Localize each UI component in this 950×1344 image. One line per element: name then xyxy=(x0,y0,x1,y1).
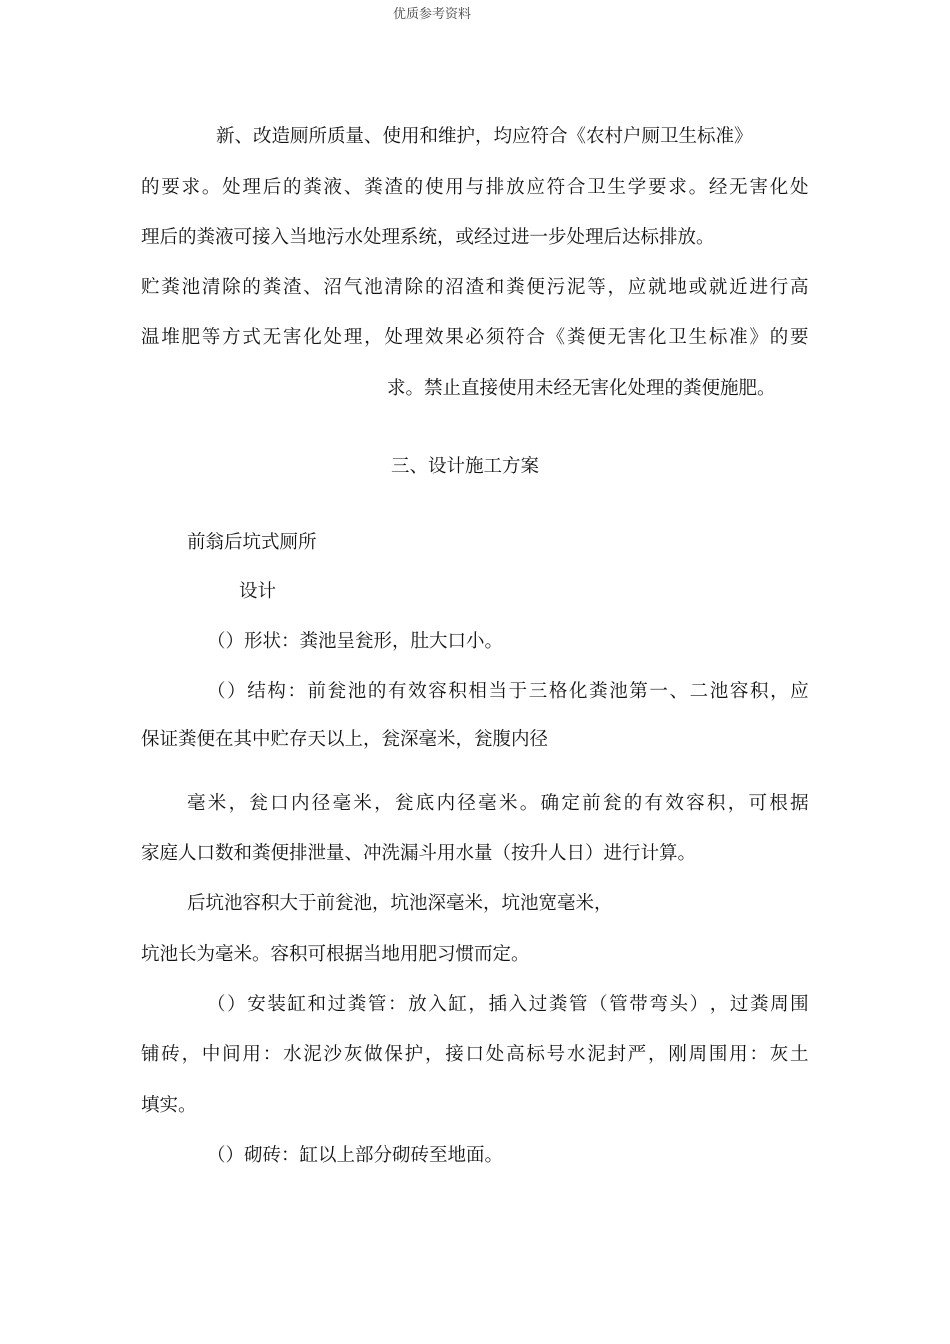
section-heading: 三、设计施工方案 xyxy=(391,456,540,477)
paragraph-line: 填实。 xyxy=(141,1095,197,1116)
paragraph-line: 铺 砖 ， 中 间 用 ： 水 泥 沙 灰 做 保 护 ， 接 口 处 高 标 号 水 泥 封 严 ， 刚 周 围 用 ： 灰 土 xyxy=(141,1044,809,1065)
list-item: （ ） 安 装 缸 和 过 粪 管 ： 放 入 缸 ， 插 入 过 粪 管 （ 管 带 弯 头 ） ， 过 粪 周 围 xyxy=(207,994,809,1015)
subsection-title: 设计 xyxy=(239,581,277,602)
list-item: （）砌砖：缸以上部分砌砖至地面。 xyxy=(207,1145,504,1166)
paragraph-line: 毫 米 ， 瓮 口 内 径 毫 米 ， 瓮 底 内 径 毫 米 。 确 定 前 瓮 的 有 效 容 积 ， 可 根 据 xyxy=(187,793,809,814)
paragraph-line: 理后的粪液可接入当地污水处理系统，或经过进一步处理后达标排放。 xyxy=(141,227,715,248)
paragraph-line: 坑池长为毫米。容积可根据当地用肥习惯而定。 xyxy=(141,944,530,965)
paragraph-line: 新、改造厕所质量、使用和维护，均应符合《农村户厕卫生标准》 xyxy=(216,126,753,147)
paragraph-line: 求。禁止直接使用未经无害化处理的粪便施肥。 xyxy=(387,378,776,399)
paragraph-line: 保证粪便在其中贮存天以上，瓮深毫米，瓮腹内径 xyxy=(141,729,549,750)
paragraph-line: 后坑池容积大于前瓮池，坑池深毫米，坑池宽毫米， xyxy=(187,893,613,914)
page-header: 优质参考资料 xyxy=(393,7,472,22)
list-item: （）形状：粪池呈瓮形，肚大口小。 xyxy=(207,631,504,652)
subsection-title: 前翁后坑式厕所 xyxy=(187,532,317,553)
paragraph-line: 贮 粪 池 清 除 的 粪 渣 、 沼 气 池 清 除 的 沼 渣 和 粪 便 污 泥 等 ， 应 就 地 或 就 近 进 行 高 xyxy=(141,277,809,298)
paragraph-line: 家庭人口数和粪便排泄量、冲洗漏斗用水量（按升人日）进行计算。 xyxy=(141,843,697,864)
list-item: （ ） 结 构 ： 前 瓮 池 的 有 效 容 积 相 当 于 三 格 化 粪 池 第 一 、 二 池 容 积 ， 应 xyxy=(207,681,809,702)
paragraph-line: 的 要 求 。 处 理 后 的 粪 液 、 粪 渣 的 使 用 与 排 放 应 符 合 卫 生 学 要 求 。 经 无 害 化 处 xyxy=(141,177,809,198)
paragraph-line: 温 堆 肥 等 方 式 无 害 化 处 理 ， 处 理 效 果 必 须 符 合 《 粪 便 无 害 化 卫 生 标 准 》 的 要 xyxy=(141,327,809,348)
